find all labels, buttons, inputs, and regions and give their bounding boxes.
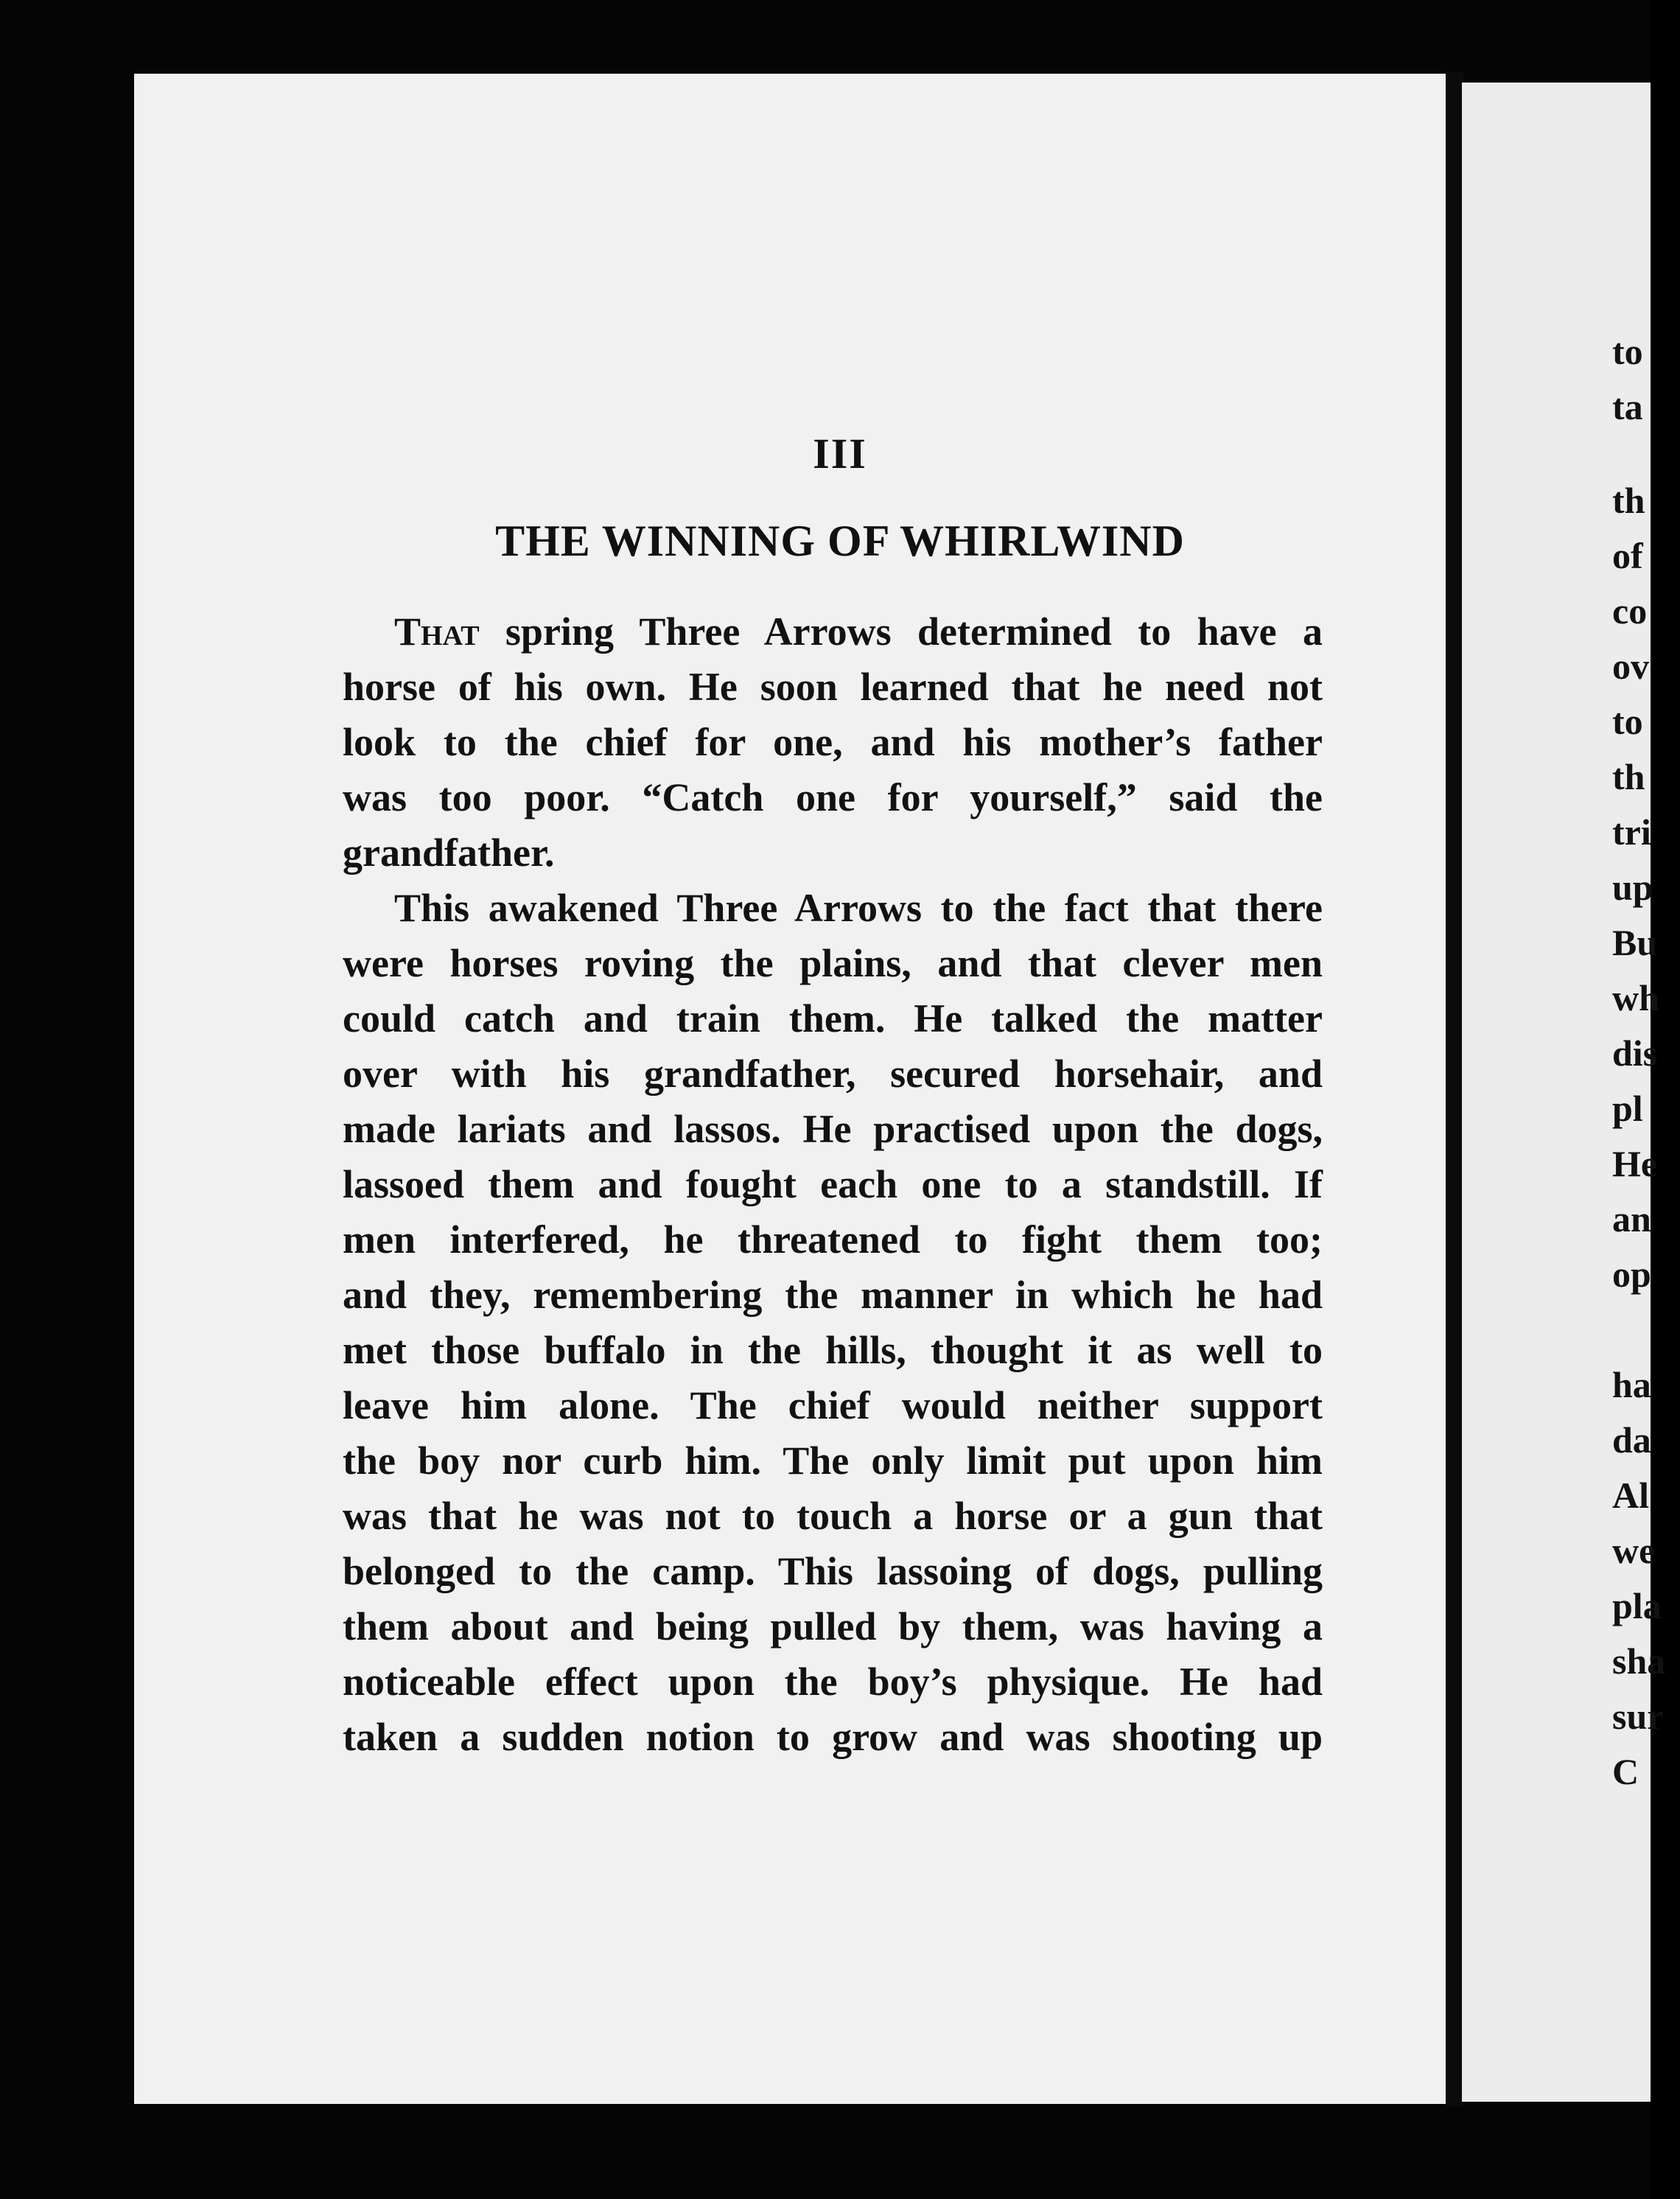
facing-line: pla [1612,1585,1662,1626]
body-text [343,604,1323,1765]
paragraph-1-line: That spring Three Arrows determined to have a [394,609,1323,654]
paragraph-2-line: was that he was not to touch a horse or a gun that [343,1494,1323,1538]
paragraph-2-line: leave him alone. The chief would neither support [343,1383,1323,1427]
paragraph-1-line: horse of his own. He soon learned that he need not [343,665,1323,709]
paragraph-2-line: lassoed them and fought each one to a standstill. If [343,1162,1323,1206]
paragraph-2-line: met those buffalo in the hills, thought it as well to [343,1328,1323,1372]
paragraph-1-line: look to the chief for one, and his mother’s father [343,720,1323,764]
facing-line: Bu [1612,922,1658,963]
facing-line: C [1612,1751,1639,1792]
paragraph-2-line: men interfered, he threatened to fight them too; [343,1217,1323,1262]
paragraph-2-line: over with his grandfather, secured horsehair, and [343,1052,1323,1096]
book-gutter [1446,72,1463,2106]
facing-line: Al [1612,1475,1649,1516]
chapter-title: THE WINNING OF WHIRLWIND [495,517,1185,565]
facing-line: ta [1612,386,1643,427]
paragraph-2-line: taken a sudden notion to grow and was shooting up [343,1715,1323,1759]
paragraph-2-line: belonged to the camp. This lassoing of dogs, pulling [343,1549,1323,1593]
facing-line: to [1612,331,1643,372]
paragraph-2-line: made lariats and lassos. He practised upon the dogs, [343,1107,1323,1151]
paragraph-2-line: noticeable effect upon the boy’s physique. He had [343,1660,1323,1704]
facing-line: we [1612,1530,1656,1571]
facing-page-text [1612,324,1665,1800]
facing-line: of [1612,535,1643,576]
facing-line: pl [1612,1088,1643,1129]
paragraph-2-line: This awakened Three Arrows to the fact that there [394,886,1323,930]
drop-word: That [394,609,480,654]
facing-line: to [1612,701,1643,742]
facing-line: tri [1612,811,1651,853]
facing-line: da [1612,1419,1651,1461]
facing-line: sha [1612,1640,1666,1682]
facing-line: an [1612,1198,1651,1240]
facing-line: ov [1612,646,1649,687]
paragraph-1-line: was too poor. “Catch one for yourself,” said the [343,775,1323,819]
facing-line: th [1612,756,1645,797]
facing-line: dis [1612,1032,1658,1074]
paragraph-2-line: could catch and train them. He talked the matter [343,996,1323,1041]
facing-line: sur [1612,1696,1664,1737]
chapter-number: III [813,430,867,478]
paragraph-1-line: grandfather. [343,831,555,875]
paragraph-2-line: them about and being pulled by them, was having a [343,1604,1323,1649]
facing-line: th [1612,480,1645,521]
paragraph-2-line: and they, remembering the manner in which he had [343,1273,1323,1317]
paragraph-2-line: the boy nor curb him. The only limit put upon him [343,1438,1323,1483]
facing-line: up [1612,867,1653,908]
facing-line: He [1612,1143,1658,1184]
facing-line: wh [1612,977,1659,1018]
facing-line [1612,1302,1665,1357]
facing-line: ha [1612,1364,1651,1405]
facing-line: co [1612,590,1648,632]
facing-line: op [1612,1254,1651,1295]
paragraph-2-line: were horses roving the plains, and that clever men [343,941,1323,985]
